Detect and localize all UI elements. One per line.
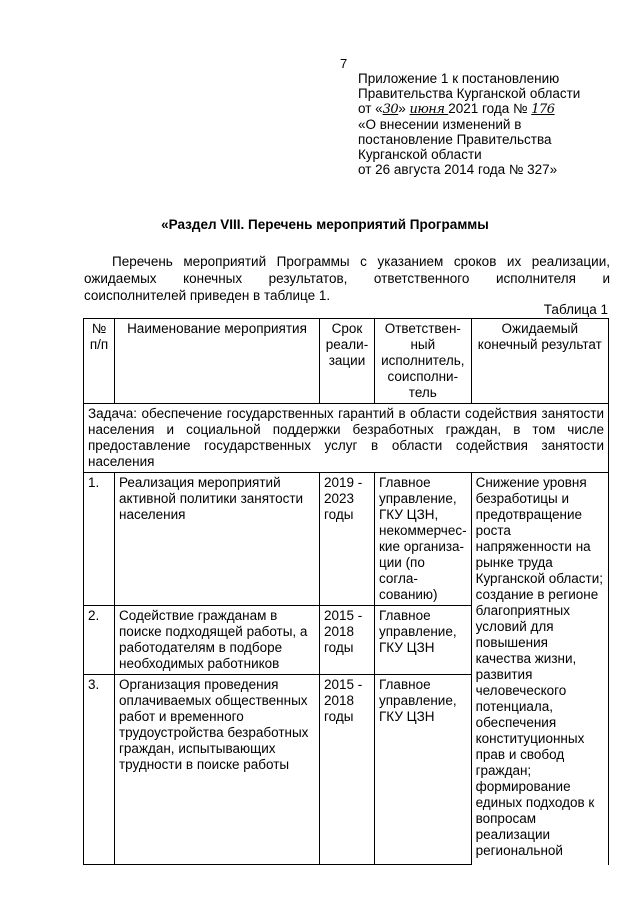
row-1-name: Реализация мероприятий активной политики занятости населения: [115, 473, 320, 606]
handwritten-day: 30: [382, 102, 399, 117]
appendix-line-7: от 26 августа 2014 года № 327»: [358, 162, 558, 177]
intro-line-1: Перечень мероприятий Программы с указанием сроков их реализации,: [112, 254, 610, 269]
appendix-line-6: Курганской области: [358, 147, 482, 162]
appendix-line-2: Правительства Курганской области: [358, 86, 581, 101]
row-2-term: 2015 - 2018 годы: [320, 606, 375, 675]
row-3-num: 3.: [84, 675, 115, 865]
handwritten-month: июня: [409, 102, 445, 117]
header-result: Ожидаемый конечный результат: [471, 319, 608, 404]
page-number: 7: [340, 56, 348, 71]
table-row: [84, 473, 609, 606]
date-day-close: »: [398, 101, 406, 116]
appendix-date-line: [358, 101, 633, 117]
table-header-row: [84, 319, 609, 404]
appendix-block: [358, 71, 633, 177]
header-responsible: Ответствен-ный исполнитель, соисполни-тель: [375, 319, 472, 404]
measures-table: [83, 318, 609, 865]
appendix-line-5: постановление Правительства: [358, 132, 552, 147]
task-cell: Задача: обеспечение государственных гарантий в области содействия занятости населения и социальной поддержки безработных граждан, в том числе предоставление государственных услуг в области содействия занятости населения: [84, 404, 609, 473]
row-3-name: Организация проведения оплачиваемых общественных работ и временного трудоустройства безработных граждан, испытывающих трудности в поиске работы: [115, 675, 320, 865]
header-term: Срок реали-зации: [320, 319, 375, 404]
header-num: № п/п: [84, 319, 115, 404]
table-caption: Таблица 1: [543, 302, 608, 317]
row-3-term: 2015 - 2018 годы: [320, 675, 375, 865]
appendix-line-4: «О внесении изменений в: [358, 117, 522, 132]
row-1-num: 1.: [84, 473, 115, 606]
handwritten-number: 176: [531, 102, 555, 117]
appendix-line-1: Приложение 1 к постановлению: [358, 71, 560, 86]
row-1-term: 2019 - 2023 годы: [320, 473, 375, 606]
date-prefix: от «: [358, 101, 383, 116]
intro-line-2: ожидаемых конечных результатов, ответственного исполнителя и: [84, 271, 610, 286]
row-2-name: Содействие гражданам в поиске подходящей работы, а работодателям в подборе необходимых работников: [115, 606, 320, 675]
header-name: Наименование мероприятия: [115, 319, 320, 404]
row-1-responsible: Главное управление, ГКУ ЦЗН, некоммерчес-кие организа-ции (по согла-сованию): [375, 473, 472, 606]
row-3-responsible: Главное управление, ГКУ ЦЗН: [375, 675, 472, 865]
task-row: [84, 404, 609, 473]
intro-line-3: соисполнителей приведен в таблице 1.: [84, 288, 331, 303]
row-2-responsible: Главное управление, ГКУ ЦЗН: [375, 606, 472, 675]
intro-paragraph: [84, 253, 610, 304]
row-2-num: 2.: [84, 606, 115, 675]
result-cell: Снижение уровня безработицы и предотвращение роста напряженности на рынке труда Курганской области; создание в регионе благоприятных условий для повышения качества жизни, развития человеческого потенциала, обеспечения конституционных прав и свобод граждан; формирование единых подходов к вопросам реализации региональной: [471, 473, 608, 865]
date-year: 2021 года №: [448, 101, 528, 116]
section-title: «Раздел VIII. Перечень мероприятий Программы: [161, 217, 489, 232]
